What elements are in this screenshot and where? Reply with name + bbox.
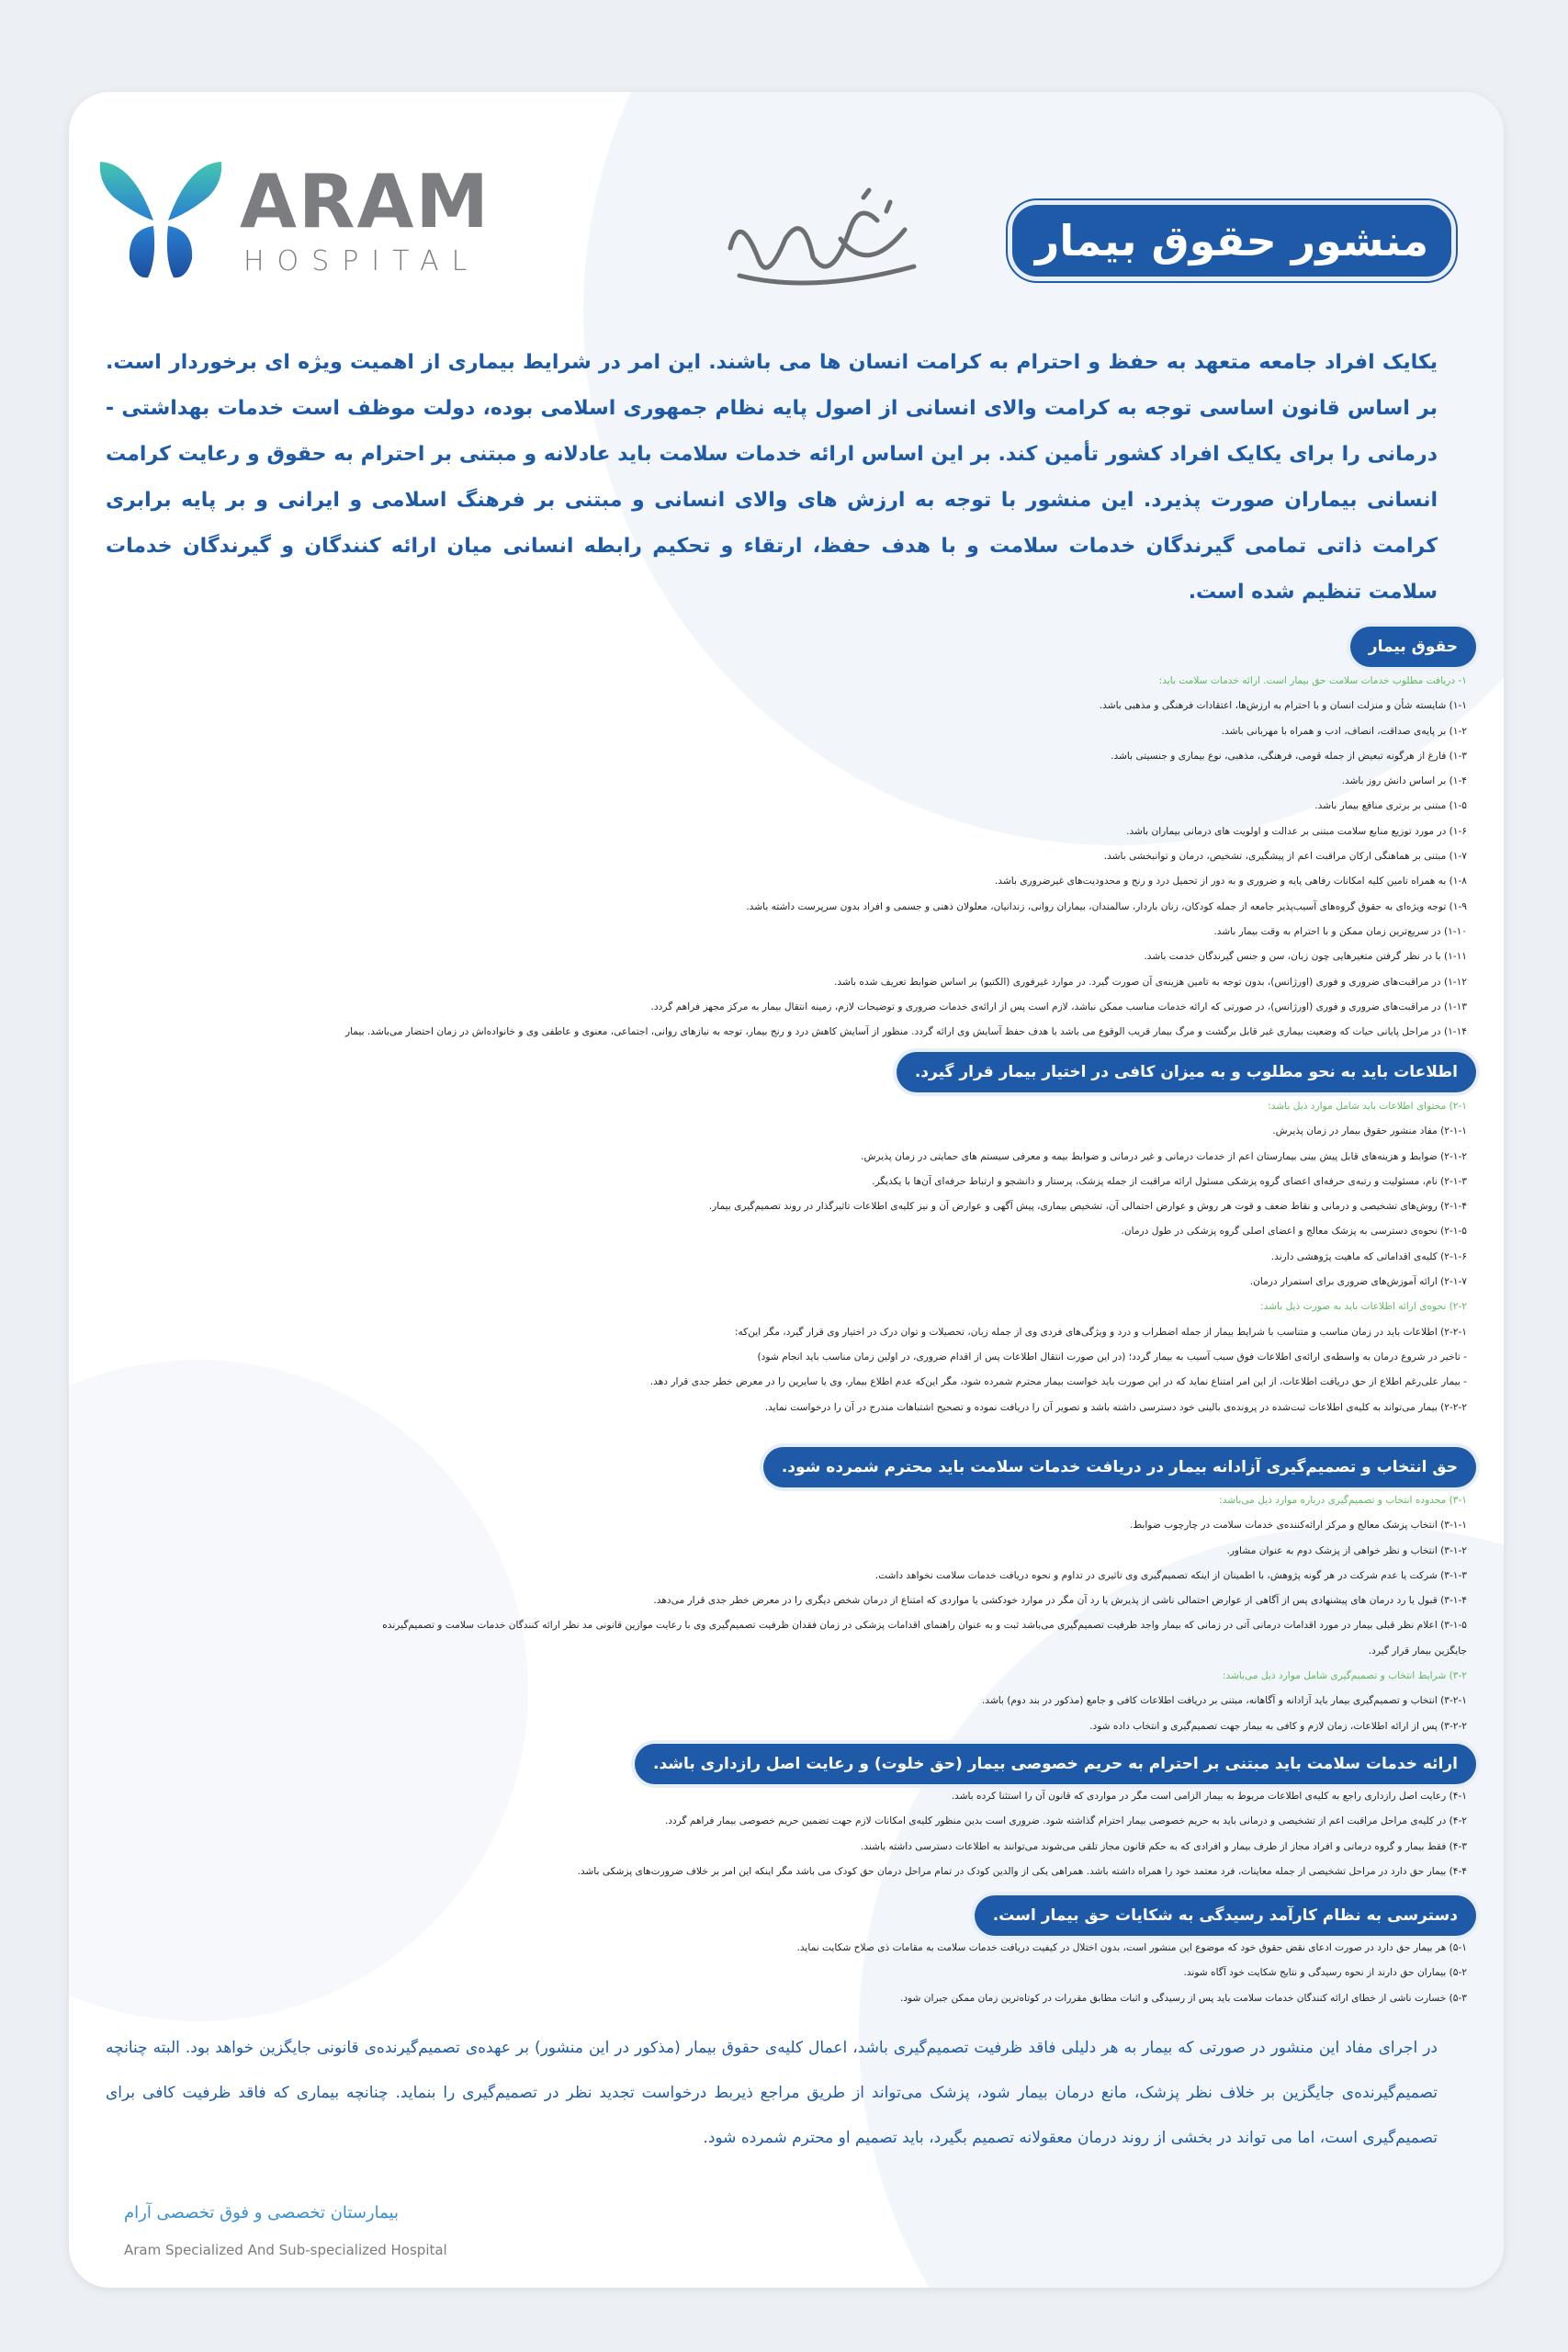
list-item: ۳-۱-۲) انتخاب و نظر خواهی از پزشک دوم به عنوان مشاور. xyxy=(1226,1544,1467,1556)
list-item: ۱-۴) بر اساس دانش روز باشد. xyxy=(1341,775,1467,787)
list-item: ۲-۱-۶) کلیه‌ی اقداماتی که ماهیت پژوهشی دارند. xyxy=(1270,1250,1467,1262)
list-item: ۲-۲-۲) بیمار می‌تواند به کلیه‌ی اطلاعات ثبت‌شده در پرونده‌ی بالینی خود دسترسی داشته باشد و تصویر آن را دریافت نموده و تصحیح اشتباهات مندرج در آن را درخواست نماید. xyxy=(764,1401,1467,1413)
page-title: منشور حقوق بیمار xyxy=(1008,200,1456,281)
list-item: ۱-۷) مبتنی بر هماهنگی ارکان مراقبت اعم از پیشگیری، تشخیص، درمان و توانبخشی باشد. xyxy=(1103,851,1467,863)
list-item: ۱-۸) به همراه تامین کلیه امکانات رفاهی پایه و ضروری و به دور از تحمیل درد و رنج و محدودیت‌های غیرضروری باشد. xyxy=(994,876,1467,888)
list-item: - تاخیر در شروع درمان به واسطه‌ی ارائه‌ی اطلاعات فوق سبب آسیب به بیمار گردد؛ (در این صورت انتقال اطلاعات پس از اقدام ضروری، در اولین زمان مناسب باید انجام شود) xyxy=(757,1351,1467,1363)
list-item: ۴-۳) فقط بیمار و گروه درمانی و افراد مجاز از طرف بیمار و افرادی که به حکم قانون مجاز تلقی می‌شوند می‌توانند به اطلاعات دسترسی داشته باشند. xyxy=(860,1840,1467,1852)
list-item: ۱-۱۱) با در نظر گرفتن متغیرهایی چون زبان، سن و جنس گیرندگان خدمت باشد. xyxy=(1144,951,1467,963)
logo-subtitle: HOSPITAL xyxy=(243,245,480,277)
list-item: ۲-۲-۱) اطلاعات باید در زمان مناسب و متناسب با شرایط بیمار از جمله اضطراب و درد و ویژگی‌های فردی وی از جمله زبان، تحصیلات و توان درک در اختیار وی قرار گیرد، مگر این‌که: xyxy=(734,1326,1467,1338)
footer-hospital-name-fa: بیمارستان تخصصی و فوق تخصصی آرام xyxy=(124,2203,399,2222)
list-item: ۳-۲-۲) پس از ارائه اطلاعات، زمان لازم و کافی به بیمار جهت تصمیم‌گیری و انتخاب داده شود. xyxy=(1089,1720,1467,1732)
section-list xyxy=(135,1488,1467,1739)
list-item: ۲-۱-۷) ارائه آموزش‌های ضروری برای استمرار درمان. xyxy=(1249,1276,1467,1288)
hospital-logo xyxy=(96,156,574,294)
section-heading: اطلاعات باید به نحو مطلوب و به میزان کافی در اختیار بیمار قرار گیرد. xyxy=(897,1052,1476,1092)
section-list xyxy=(135,1784,1467,1884)
list-item: ۲-۱-۵) نحوه‌ی دسترسی به پزشک معالج و اعضای اصلی گروه پزشکی در طول درمان. xyxy=(1121,1226,1467,1238)
list-item: ۱-۱۴) در مراحل پایانی حیات که وضعیت بیماری غیر قابل برگشت و مرگ بیمار قریب الوقوع می باشد با هدف حفظ آسایش وی ارائه گردد. منظور از آسایش کاهش درد و رنج بیمار، توجه به نیازهای روانی، اجتماعی، معنوی و عاطفی وی و خانواده‌اش در زمان احتضار می‌باشد. بیمار xyxy=(344,1026,1467,1038)
list-item: ۵-۱) هر بیمار حق دارد در صورت ادعای نقض حقوق خود که موضوع این منشور است، بدون اختلال در کیفیت دریافت خدمات سلامت به مقامات ذی صلاح شکایت نماید. xyxy=(796,1942,1467,1953)
list-item: ۴-۴) بیمار حق دارد در مراحل تشخیصی از جمله معاینات، فرد معتمد خود را همراه داشته باشد. همراهی یکی از والدین کودک در تمام مراحل درمان حق کودک می باشد مگر اینکه این امر بر خلاف ضرورت‌های پزشکی باشد. xyxy=(577,1865,1467,1877)
subsection-title: ۳-۱) محدوده انتخاب و تصمیم‌گیری درباره موارد ذیل می‌باشد: xyxy=(1219,1495,1467,1506)
list-item: جایگزین بیمار قرار گیرد. xyxy=(1368,1645,1467,1657)
charter-card xyxy=(69,92,1504,2288)
basmala-calligraphy xyxy=(703,184,932,303)
list-item: ۲-۱-۴) روش‌های تشخیصی و درمانی و نقاط ضعف و قوت هر روش و عوارض احتمالی آن، تشخیص بیماری، پیش آگهی و عوارض آن و نیز کلیه‌ی اطلاعات تاثیرگذار در روند تصمیم‌گیری بیمار. xyxy=(708,1201,1467,1213)
footer-hospital-name-en: Aram Specialized And Sub-specialized Hospital xyxy=(124,2242,447,2258)
list-item: ۲-۱-۳) نام، مسئولیت و رتبه‌ی حرفه‌ای اعضای گروه پزشکی مسئول ارائه مراقبت از جمله پزشک، پرستار و دانشجو و ارتباط حرفه‌ای آن‌ها با یکدیگر. xyxy=(872,1175,1467,1187)
list-item: ۳-۱-۱) انتخاب پزشک معالج و مرکز ارائه‌کننده‌ی خدمات سلامت در چارچوب ضوابط. xyxy=(1129,1520,1467,1532)
list-item: ۳-۲-۱) انتخاب و تصمیم‌گیری بیمار باید آزادانه و آگاهانه، مبتنی بر دریافت اطلاعات کافی و جامع (مذکور در بند دوم) باشد. xyxy=(981,1695,1467,1707)
list-item: ۱-۱۰) در سریع‌ترین زمان ممکن و با احترام به وقت بیمار باشد. xyxy=(1213,925,1467,937)
list-item: ۵-۲) بیماران حق دارند از نحوه رسیدگی و نتایج شکایت خود آگاه شوند. xyxy=(1183,1967,1467,1979)
subsection-title: ۲-۱) محتوای اطلاعات باید شامل موارد ذیل باشد: xyxy=(1268,1101,1467,1112)
intro-paragraph: یکایک افراد جامعه متعهد به حفظ و احترام به کرامت انسان ها می باشند. این امر در شرایط بیماری از اهمیت ویژه ای برخوردار است. بر اساس قانون اساسی توجه به کرامت والای انسانی از اصول پایه نظام جمهوری اسلامی بوده، دولت موظف است خدمات بهداشتی - درمانی را برای یکایک افراد کشور تأمین کند. بر این اساس ارائه خدمات سلامت باید عادلانه و مبتنی بر احترام به حقوق و رعایت کرامت انسانی بیماران صورت پذیرد. این منشور با توجه به ارزش های والای انسانی و مبتنی بر فرهنگ اسلامی و ایرانی و بر پایه برابری کرامت ذاتی تمامی گیرندگان خدمات سلامت و با هدف حفظ، ارتقاء و تحکیم رابطه انسانی میان ارائه کنندگان و گیرندگان خدمات سلامت تنظیم شده است. xyxy=(106,351,1438,604)
section-heading: دسترسی به نظام کارآمد رسیدگی به شکایات حق بیمار است. xyxy=(975,1895,1476,1936)
list-item: ۴-۲) در کلیه‌ی مراحل مراقبت اعم از تشخیصی و درمانی باید به حریم خصوصی بیمار احترام گذاشته شود. ضروری است بدین منظور کلیه‌ی امکانات لازم جهت تضمین حریم خصوصی بیمار فراهم گردد. xyxy=(664,1815,1467,1827)
list-item: ۱-۲) بر پایه‌ی صداقت، انصاف، ادب و همراه با مهربانی باشد. xyxy=(1221,725,1467,737)
logo-name: ARAM xyxy=(240,159,491,244)
list-item: ۱-۶) در مورد توزیع منابع سلامت مبتنی بر عدالت و اولویت های درمانی بیماران باشد. xyxy=(1126,825,1467,837)
list-item: ۱-۵) مبتنی بر برتری منافع بیمار باشد. xyxy=(1314,800,1467,812)
list-item: ۳-۱-۴) قبول یا رد درمان های پیشنهادی پس از آگاهی از عوارض احتمالی ناشی از پذیرش یا رد آن مگر در موارد خودکشی یا مواردی که امتناع از درمان شخص دیگری را در معرض خطر جدی قرار می‌دهد. xyxy=(653,1595,1467,1607)
list-item: ۱-۱۲) در مراقبت‌های ضروری و فوری (اورژانس)، بدون توجه به تامین هزینه‌ی آن صورت گیرد. در موارد غیرفوری (الکتیو) بر اساس ضوابط تعریف شده باشد. xyxy=(834,976,1467,988)
section-heading: حق انتخاب و تصمیم‌گیری آزادانه بیمار در دریافت خدمات سلامت باید محترم شمرده شود. xyxy=(763,1447,1476,1487)
subsection-title: ۲-۲) نحوه‌ی ارائه اطلاعات باید به صورت ذیل باشد: xyxy=(1260,1301,1467,1313)
section-heading: ارائه خدمات سلامت باید مبتنی بر احترام به حریم خصوصی بیمار (حق خلوت) و رعایت اصل رازداری باشد. xyxy=(635,1744,1476,1784)
section-list xyxy=(135,669,1467,1070)
list-item: - بیمار علی‌رغم اطلاع از حق دریافت اطلاعات، از این امر امتناع نماید که در این صورت باید خواست بیمار محترم شمرده شود، مگر این‌که عدم اطلاع بیمار، وی یا سایرین را در معرض خطر جدی قرار دهد. xyxy=(649,1376,1467,1388)
list-item: ۲-۱-۱) مفاد منشور حقوق بیمار در زمان پذیرش. xyxy=(1272,1125,1467,1137)
list-item: ۳-۱-۵) اعلام نظر قبلی بیمار در مورد اقدامات درمانی آتی در زمانی که بیمار واجد ظرفیت تصمیم‌گیری می‌باشد ثبت و به عنوان راهنمای اقدامات پزشکی در زمان فقدان ظرفیت تصمیم‌گیری وی با رعایت موازین قانونی مد نظر ارائه کنندگان خدمات سلامت و تصمیم‌گیرنده xyxy=(382,1620,1467,1632)
list-item: ۱-۱۳) در مراقبت‌های ضروری و فوری (اورژانس)، در صورتی که ارائه خدمات مناسب ممکن نباشد، لازم است پس از ارائه‌ی خدمات ضروری و توضیحات لازم، زمینه انتقال بیمار به مرکز مجهز فراهم گردد. xyxy=(650,1001,1467,1012)
list-item: ۱-۹) توجه ویژه‌ای به حقوق گروه‌های آسیب‌پذیر جامعه از جمله کودکان، زنان باردار، سالمندان، بیماران روانی، زندانیان، معلولان ذهنی و جسمی و افراد بدون سرپرست داشته باشد. xyxy=(746,900,1467,912)
list-item: ۵-۳) خسارت ناشی از خطای ارائه کنندگان خدمات سلامت باید پس از رسیدگی و اثبات مطابق مقررات در کوتاه‌ترین زمان ممکن جبران شود. xyxy=(899,1992,1467,2004)
butterfly-logo-icon xyxy=(96,156,225,285)
list-item: ۳-۱-۳) شرکت یا عدم شرکت در هر گونه پژوهش، با اطمینان از اینکه تصمیم‌گیری وی تاثیری در تداوم و نحوه دریافت خدمات سلامت نخواهد داشت. xyxy=(874,1569,1467,1581)
closing-paragraph: در اجرای مفاد این منشور در صورتی که بیمار به هر دلیلی فاقد ظرفیت تصمیم‌گیری باشد، اعمال کلیه‌ی حقوق بیمار (مذکور در این منشور) بر عهده‌ی تصمیم‌گیرنده‌ی قانونی جایگزین خواهد بود. البته چنانچه تصمیم‌گیرنده‌ی جایگزین بر خلاف نظر پزشک، مانع درمان بیمار شود، پزشک می‌تواند از طریق مراجع ذیربط درخواست تجدید نظر در تصمیم‌گیری را بنماید. چنانچه بیماری که فاقد ظرفیت کافی برای تصمیم‌گیری است، اما می تواند در بخشی از روند درمان معقولانه تصمیم بگیرد، باید تصمیم او محترم شمرده شود. xyxy=(106,2039,1438,2147)
list-item: ۱-۳) فارغ از هرگونه تبعیض از جمله قومی، فرهنگی، مذهبی، نوع بیماری و جنسیتی باشد. xyxy=(1111,750,1467,762)
subsection-title: ۱- دریافت مطلوب خدمات سلامت حق بیمار است. ارائه خدمات سلامت باید: xyxy=(1158,675,1467,686)
section-heading: حقوق بیمار xyxy=(1350,627,1476,667)
list-item: ۱-۱) شایسته شأن و منزلت انسان و با احترام به ارزش‌ها، اعتقادات فرهنگی و مذهبی باشد. xyxy=(1099,700,1467,712)
list-item: ۴-۱) رعایت اصل رازداری راجع به کلیه‌ی اطلاعات مربوط به بیمار الزامی است مگر در مواردی که قانون آن را استثنا کرده باشد. xyxy=(951,1791,1467,1802)
section-list xyxy=(135,1094,1467,1420)
section-list xyxy=(135,1936,1467,2011)
list-item: ۲-۱-۲) ضوابط و هزینه‌های قابل پیش بینی بیمارستان اعم از خدمات درمانی و غیر درمانی و ضوابط بیمه و معرفی سیستم های حمایتی در زمان پذیرش. xyxy=(861,1150,1467,1162)
subsection-title: ۳-۲) شرایط انتخاب و تصمیم‌گیری شامل موارد ذیل می‌باشد: xyxy=(1222,1670,1467,1682)
